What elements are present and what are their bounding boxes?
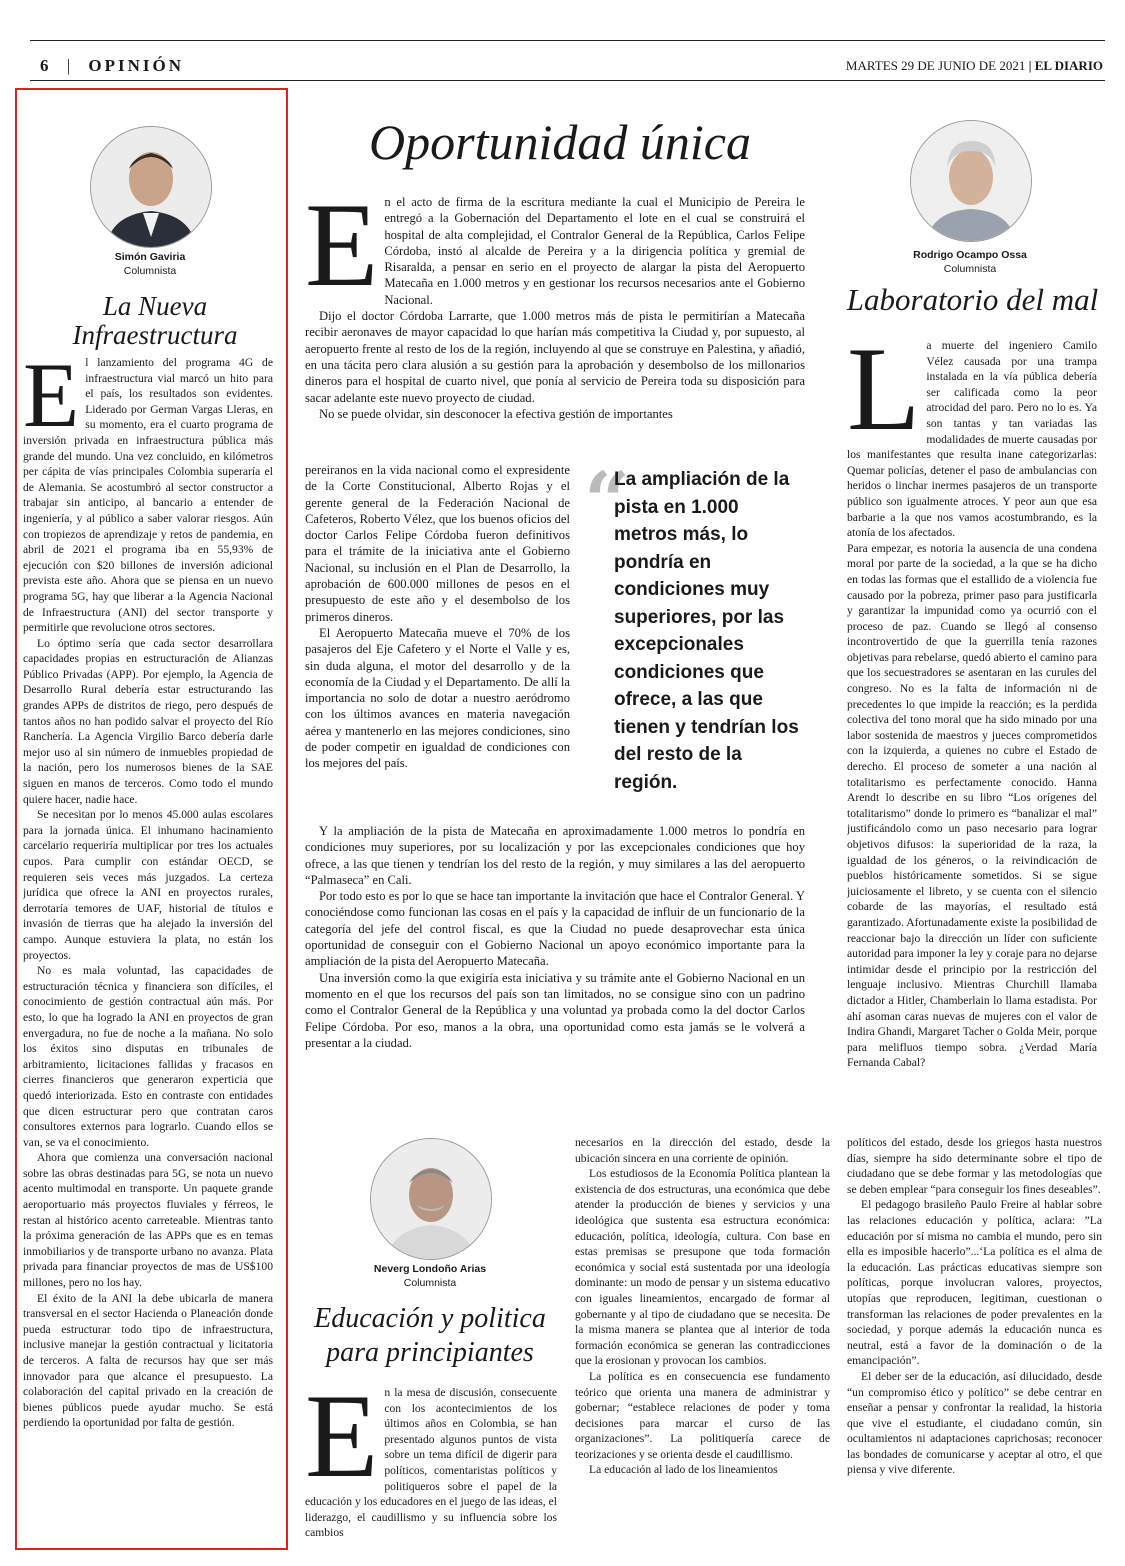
col4-c2: El deber ser de la educación, así dilucidado, desde “un compromiso ético y político” se debe centrar en enseñar a pensar y confrontar la realidad, la historia que vive el estudiante, el ciudadano común, sin ocultamientos ni adaptaciones caprichosas; reconocer las bondades de comunicarse y aceptar al otro, el que piensa y vive diferente. (847, 1369, 1102, 1477)
col1-p1: Lo óptimo sería que cada sector desarrollara capacidades propias en estructuración de Alianzas Público Privadas (APP). Por ejemplo, la Agencia de Desarrollo Rural debería estar estructurando las grandes APPs de distritos de riego, pero después de tantos años no han podido salvar el proyecto del Río Ranchería. La Agencia Virgilio Barco debería darle mejor uso al sin número de inmuebles propiedad de la nación, pero los numerosos bienes de la SAE siguen en manos de terceros. Como todo el mundo quiere hacer, nadie hace. (23, 636, 273, 806)
newspaper-name: EL DIARIO (1034, 58, 1103, 73)
col4-dropcap: E (305, 1385, 379, 1502)
col3-p1: Para empezar, es notoria la ausencia de una condena moral por parte de la sociedad, a la que se ha dicho en todas las formas que el estallido de a violencia fue causado por la pobreza, primer paso para justificarla y garantizar la impunidad como ya ocurrió con el proceso de paz. Cuando se llegó al consenso incontrovertido de que la guerrilla tenía razones objetivas para rebelarse, quedó abierto el camino para que los secuestradores se asentaran en las curules del congreso. No es la falta de información ni de precedentes lo que impide la reacción; es la perdida colectiva del tono moral que ha sido minado por una labor sostenida de maestros y jueces comprometidos con la izquierda, a quienes no cubre el Estado de derecho. El proceso de someter a una nación al totalitarismo es perfectamente conocido. Hanna Arendt lo describe en su libro “Los orígenes del totalitarismo” donde lo primero es “banalizar el mal” justificándolo como un paso necesario para lograr objetivos difusos: la superioridad de la raza, la igualdad de los géneros, o la reivindicación de pueblos históricamente sometidos. Si se sigue juiciosamente el libreto, y se cuenta con el silencio cobarde de las mayorías, el resultado está garantizado. Afortunadamente existe la posibilidad de reaccionar bajo la dirección un líder con suficiente autoridad para imponer la ley y coraje para no dejarse intimidar desde el principio por la restricción del lenguaje inclusivo. Mientras Churchill llamaba dictador a Hitler, Chamberlain lo llama estadista. Por ahí asoman caras nuevas de mujeres con el valor de Indira Ghandi, Margaret Tacher o Golda Meir, porque para melifluos tiempo sobra. ¿Verdad María Fernanda Cabal? (847, 541, 1097, 1070)
col1-body (23, 355, 273, 1545)
portrait-neverg-londono (370, 1138, 492, 1260)
top-rule (30, 40, 1105, 41)
col1-p4: Ahora que comienza una conversación nacional sobre las obras destinadas para 5G, se nota un nuevo acento multimodal en transporte. Un paquete grande aeroportuario más proyectos fluviales y férreos, le restan al histórico acento carreteable. Mientras tanto la próxima generación de las APPs que es en temas inmobiliarios y de transporte urbano no avanza. Plata privada para financiar proyectos de mas de US$100 millones, pero no los hay. (23, 1151, 273, 1290)
editorial-b0: Y la ampliación de la pista de Matecaña en aproximadamente 1.000 metros lo pondría en condiciones muy superiores, por su localización y por las excepcionales condiciones que hoy ofrece, a las que tienen y tendrían los del resto de la región, y muy similares a las del aeropuerto “Palmaseca” en Cali. (305, 824, 805, 887)
col4-title: Educación y politica para principiantes (314, 1303, 546, 1368)
header-rule (30, 80, 1105, 81)
quote-mark-icon: “ (584, 454, 631, 548)
col4-body-a (305, 1385, 557, 1550)
editorial-b2: Una inversión como la que exigiría esta iniciativa y su trámite ante el Gobierno Nacional en un momento en el que los recursos del país son tan limitados, no se consigue sino con un padrino como el Contralor General de la República y una voluntad ya probada como la del doctor Carlos Felipe Córdoba. Por eso, manos a la obra, una oportunidad como esta jamás se le volverá a presentar a la ciudad. (305, 970, 805, 1050)
editorial-narrow (305, 462, 570, 772)
editorial-p1: Dijo el doctor Córdoba Larrarte, que 1.000 metros más de pista le permitirían a Matecaña recibir aeronaves de mayor capacidad lo que harían más competitiva la Ciudad y, por supuesto, al aeropuerto frente al resto de los de la región, incluyendo al que se construye en Palestina, y añadió, en una tácita pero clara alusión a su gestión para la aprobación y desembolso de los millonarios dineros para el hospital de cuarto nivel, que ponía al servicio de Pereira toda su disposición para sacar adelante este nuevo proyecto de ciudad. (305, 309, 805, 405)
editorial-p0: n el acto de firma de la escritura mediante la cual el Municipio de Pereira le entregó a la Gobernación del Departamento el lote en el cual se construirá el hospital de alta complejidad, el Contralor General de la República, Carlos Felipe Córdoba, instó al alcalde de Pereira y a la dirigencia política y gremial de Risaralda, a pensar en serio en el proyecto de alargar la pista del Aeropuerto Matecaña en 1.000 metros y en gestionar los recursos necesarios ante el Gobierno Nacional. (384, 195, 805, 307)
author-simon (60, 250, 240, 278)
col3-p0: a muerte del ingeniero Camilo Vélez causada por una trampa instalada en la vía pública debería ser calificada como la peor atrocidad del paro. Pero no lo es. Ya son tantas y tan variadas las modalidades de muerte causadas por los manifestantes que resulta inane categorizarlas: Quemar policías, detener el paso de ambulancias con heridos o linchar inermes pasajeros de un transporte público son igualmente atroces. Y peor aun que esa barbarie a la que nos vamos acostumbrando, es la atonía de los afectados. (847, 339, 1097, 540)
col3-dropcap: L (847, 338, 921, 455)
editorial-n0: pereiranos en la vida nacional como el expresidente de la Corte Constitucional, Alberto Rojas y el gerente general de la Federación Nacional de Cafeteros, Roberto Vélez, que los buenos oficios del doctor Carlos Felipe Córdoba fueron definitivos para el trámite de la iniciativa ante el Gobierno Nacional, su inclusión en el Plan de Desarrollo, la aprobación de 600.000 millones de pesos en el presupuesto de este año y el desembolso de los primeros dineros. (305, 463, 570, 624)
author-role: Columnista (123, 265, 177, 277)
editorial-p2: No se puede olvidar, sin desconocer la efectiva gestión de importantes (319, 406, 673, 421)
col3-body (847, 338, 1097, 1098)
col4-b2: La política es en consecuencia ese fundamento teórico que orienta una manera de administrar y gobernar; “establece relaciones de poder y toma decisiones para marcar el curso de las organizaciones”. La politiquería carece de teorizaciones y se orienta desde el caudillismo. (575, 1369, 830, 1461)
author-neverg (340, 1262, 520, 1290)
author-name: Neverg Londoño Arias (373, 1263, 487, 1275)
col4-b0: necesarios en la dirección del estado, desde la ubicación sincera en una corriente de opinión. (575, 1136, 830, 1165)
col1-title: La Nueva Infraestructura (72, 291, 238, 350)
col1-p5: El éxito de la ANI la debe ubicarla de manera transversal en el sector Hacienda o Planeación donde pueda estructurar todo tipo de infraestructura, inclusive manejar la gestión contractual y licitatoria de terceros. A falta de recursos hay que ser más innovador para que alcance el presupuesto. La colaboración del capital privado en la creación de bienes públicos puede ayudar mucho. Se está perdiendo la oportunidad por falta de gestión. (23, 1291, 273, 1430)
editorial-bottom (305, 823, 805, 1051)
col4-b3: La educación al lado de los lineamientos (589, 1463, 778, 1477)
issue-date: MARTES 29 DE JUNIO DE 2021 (845, 58, 1026, 73)
col4-b1: Los estudiosos de la Economía Política plantean la existencia de dos estructuras, una económica que debe atender la producción de bienes y servicios y una ideológica que sustenta esa estructura económica: educación, política, ideología, cultura. Con base en estas premisas se presupone que toda formación económica y social está sustentada por una ideología dominante: un modo de pensar y un sistema educativo con iguales lineamientos, encargado de formar al gobernante y al tipo de ciudadano que se necesita. De la misma manera se plantea que al interior de toda formación económica se generan las contradicciones que la erosionan y provocan los cambios. (575, 1167, 830, 1368)
author-name: Simón Gaviria (114, 251, 186, 263)
editorial-dropcap: E (305, 178, 379, 311)
editorial-n1: El Aeropuerto Matecaña mueve el 70% de los pasajeros del Eje Cafetero y el Norte el Valle y es, sin duda alguna, el motor del desarrollo y de la economía de la Ciudad y el Departamento. De allí la importancia no solo de dotar a nuestro aeródromo con los últimos avances en materia navegación aérea y mantenerlo en las mejores condiciones, sino de poder competir en igualdad de condiciones con los mejores del país. (305, 625, 570, 771)
col1-dropcap: E (23, 355, 80, 446)
portrait-simon-gaviria (90, 126, 212, 248)
author-role: Columnista (403, 1277, 457, 1289)
page-header-right: MARTES 29 DE JUNIO DE 2021 | EL DIARIO (845, 58, 1103, 73)
editorial-title: Oportunidad única (369, 114, 751, 170)
page-number: 6 (40, 56, 52, 75)
author-role: Columnista (943, 263, 997, 275)
section-name: OPINIÓN (88, 56, 185, 75)
col3-title: Laboratorio del mal (846, 282, 1099, 317)
editorial-top (305, 178, 805, 422)
editorial-b1: Por todo esto es por lo que se hace tan importante la invitación que hace el Contralor General. Y conociéndose como funcionan las cosas en el país y la capacidad de influir de un funcionario de la categoría del jefe del control fiscal, es que la Ciudad no puede desaprovechar esta única oportunidad de conseguir con el Gobierno Nacional un apoyo económico importante para la ampliación de la pista del Aeropuerto Matecaña. (305, 889, 805, 969)
col1-p0: l lanzamiento del programa 4G de infraestructura vial marcó un hito para el país, los resultados son evidentes. Liderado por German Vargas Lleras, en su momento, era el cuarto programa de inversión privada en infraestructura pública más grande del mundo. Una vez concluido, en kilómetros per cápita de vías principales Colombia superaría el de Alemania. Se acostumbró al sector constructor a trabajar sin anticipo, al bancario a entender de ingeniería, y al público a saber valorar riesgos. Aún con tropiezos de aprendizaje y retos de pandemia, en abril de 2021 el programa iba en 55,93% de ejecución con $20 billones de inversión adicional prevista este año. Ahora que se piensa en un nuevo programa 5G, hay que liberar a la Agencia Nacional de Infraestructura (ANI) del sector transporte y permitirle que revolucione otros sectores. (23, 356, 273, 635)
author-rodrigo (880, 248, 1060, 276)
col1-p2: Se necesitan por lo menos 45.000 aulas escolares para la jornada única. El inhumano hacinamiento carcelario requeriría multiplicar por tres los actuales cupos. Para cumplir con estándar OECD, se requieren seis veces más juzgados. La certeza jurídica que ofrece la ANI en proyectos rurales, derrotaría temores de UAF, historial de títulos e invasión de tierras que ha alejado la inversión del campo. Aunque estuviera la plata, no están los proyectos. (23, 808, 273, 962)
col4-c0: políticos del estado, desde los griegos hasta nuestros días, siempre ha sido determinante sobre el tipo de ciudadano que se debe formar y las metodologías que se deben emplear “para conseguir los fines deseables”. (847, 1136, 1102, 1196)
author-name: Rodrigo Ocampo Ossa (913, 249, 1027, 261)
page-header-left: 6 | OPINIÓN (40, 56, 185, 75)
col4-c1: El pedagogo brasileño Paulo Freire al hablar sobre las relaciones educación y política, aclara: ”La educación por sí misma no cambia el mundo, pero sin ella es imposible hacerlo”...‘La política es el alma de la educación. Las prácticas educativas siempre son políticas, porque involucran valores, proyectos, utopías que reproducen, legitiman, cuestionan o transforman las relaciones de poder prevalentes en la sociedad, y porque además la educación nunca es neutral, está a favor de la dominación o de la emancipación”. (847, 1198, 1102, 1368)
col4-body-b (575, 1135, 830, 1555)
col1-p3: No es mala voluntad, las capacidades de estructuración técnica y financiera son difíciles, el conocimiento de gestión contractual aún más. Por esto, lo que ha logrado la ANI en proyectos de gran envergadura, no fue de noche a la mañana. No solo los éxitos sino disputas en tribunales de arbitramiento, licitaciones fallidas y fracasos en cierres financieros que generaron experticia que quedó interiorizada. Esto en contraste con entidades que dicen estructurar pero que contratan caros consultores externos para lograrlo. Cuando ellos se van, se va el conocimiento. (23, 964, 273, 1149)
col4-a0: n la mesa de discusión, consecuente con los acontecimientos de los últimos años en Colombia, se han presentado algunos puntos de vista sobre un tema difícil de digerir para políticos, comentaristas políticos y politiqueros sobre el papel de la educación y los educadores en el juego de las ideas, el liderazgo, el caudillismo y su influencia sobre los cambios (305, 1386, 557, 1540)
portrait-rodrigo-ocampo (910, 120, 1032, 242)
pull-quote: La ampliación de la pista en 1.000 metros más, lo pondría en condiciones muy superiores, por las excepcionales condiciones que ofrece, a las que tienen y tendrían los del resto de la región. (614, 469, 799, 793)
col4-body-c (847, 1135, 1102, 1555)
